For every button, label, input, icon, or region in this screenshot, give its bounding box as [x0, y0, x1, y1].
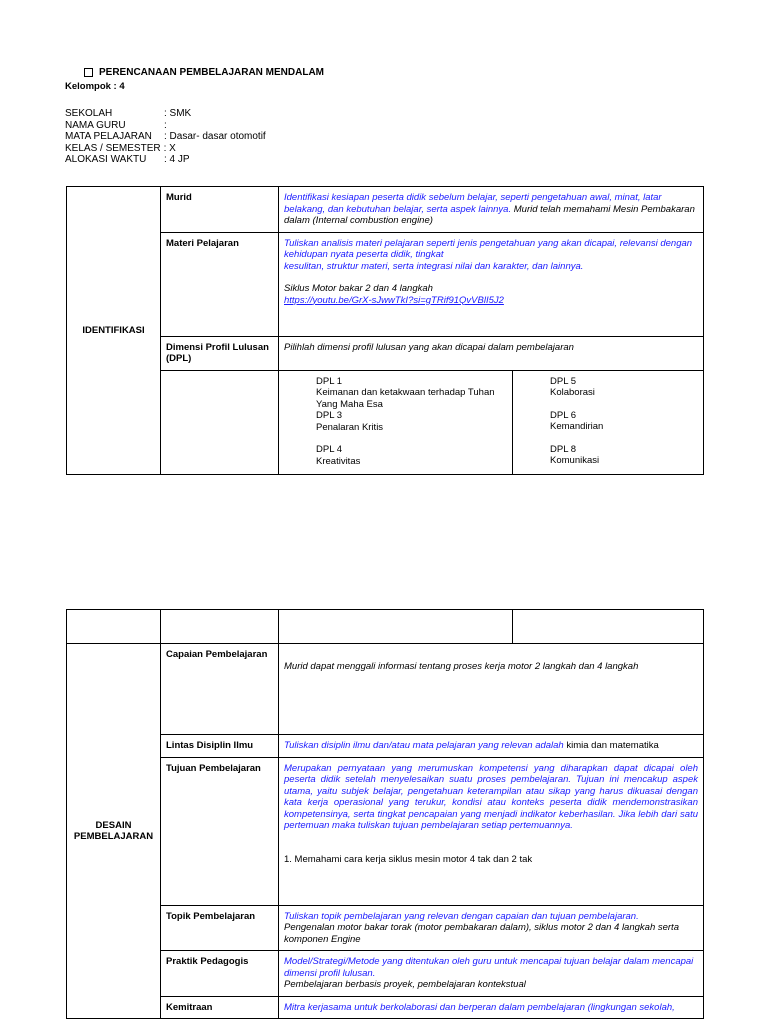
youtube-link[interactable]: https://youtu.be/GrX-sJwwTkI?si=gTRif91QvVBlI5J2	[284, 294, 504, 306]
kelompok-label: Kelompok : 4	[65, 81, 125, 92]
info-row-sekolah: SEKOLAH : SMK	[65, 108, 192, 119]
topik-label: Topik Pembelajaran	[161, 905, 279, 951]
desain-table	[66, 609, 704, 1019]
info-block	[65, 108, 266, 166]
section-identifikasi: IDENTIFIKASI	[67, 187, 161, 475]
praktik-cell[interactable]: Model/Strategi/Metode yang ditentukan oleh guru untuk mencapai tujuan belajar dalam mencapai dimensi profil lulusan. Pembelajaran berbasis proyek, pembelajaran kontekstual	[279, 951, 704, 997]
lintas-cell[interactable]: Tuliskan disiplin ilmu dan/atau mata pelajaran yang relevan adalah kimia dan matematika	[279, 735, 704, 758]
dpl-left-list: DPL 1 Keimanan dan ketakwaan terhadap Tuhan Yang Maha Esa DPL 3 Penalaran Kritis DPL 4 Kreativitas	[279, 370, 513, 474]
dpl-label: Dimensi Profil Lulusan (DPL)	[161, 336, 279, 370]
blank-header-2	[161, 610, 279, 644]
blank-header-1	[67, 610, 161, 644]
info-row-alokasi: ALOKASI WAKTU : 4 JP	[65, 154, 190, 165]
blank-header-4	[513, 610, 704, 644]
checkbox-icon[interactable]	[84, 68, 93, 77]
section-desain: DESAIN PEMBELAJARAN	[67, 644, 161, 1019]
document-title	[84, 67, 324, 78]
identifikasi-table	[66, 186, 704, 475]
info-row-nama-guru: NAMA GURU :	[65, 119, 167, 131]
dpl-empty-cell	[161, 370, 279, 474]
topik-cell[interactable]: Tuliskan topik pembelajaran yang relevan dengan capaian dan tujuan pembelajaran. Pengenalan motor bakar torak (motor pembakaran dalam), siklus motor 2 dan 4 langkah serta komponen Engine	[279, 905, 704, 951]
tujuan-cell[interactable]: Merupakan pernyataan yang merumuskan kompetensi yang diharapkan dapat dicapai oleh peserta didik setelah menyelesaikan suatu proses pembelajaran. Tujuan ini mencakup aspek utama, yaitu subjek belajar, pengetahuan keterampilan atau sikap yang harus dikuasai dengan kata kerja operasional yang terukur, kondisi atau konteks peserta didik mendemonstrasikan kompetensinya, serta tingkat pencapaian yang menjadi indikator keberhasilan. Jika lebih dari satu pertemuan maka tuliskan tujuan pembelajaran setiap pertemuannya. 1. Memahami cara kerja siklus mesin motor 4 tak dan 2 tak	[279, 757, 704, 905]
info-row-mata-pelajaran: MATA PELAJARAN : Dasar- dasar otomotif	[65, 131, 266, 142]
murid-label: Murid	[161, 187, 279, 233]
tujuan-label: Tujuan Pembelajaran	[161, 757, 279, 905]
kemitraan-label: Kemitraan	[161, 996, 279, 1019]
materi-label: Materi Pelajaran	[161, 232, 279, 336]
capaian-label: Capaian Pembelajaran	[161, 644, 279, 735]
dpl-right-list: DPL 5 Kolaborasi DPL 6 Kemandirian DPL 8 Komunikasi	[513, 370, 704, 474]
info-row-kelas: KELAS / SEMESTER : X	[65, 142, 176, 154]
praktik-label: Praktik Pedagogis	[161, 951, 279, 997]
title-text: PERENCANAAN PEMBELAJARAN MENDALAM	[99, 67, 325, 78]
murid-cell[interactable]: Identifikasi kesiapan peserta didik sebelum belajar, seperti pengetahuan awal, minat, latar belakang, dan kebutuhan belajar, serta aspek lainnya. Murid telah memahami Mesin Pembakaran dalam (Internal combustion engine)	[279, 187, 704, 233]
materi-cell[interactable]: Tuliskan analisis materi pelajaran seperti jenis pengetahuan yang akan dicapai, relevansi dengan kehidupan nyata peserta didik, tingkat kesulitan, struktur materi, serta integrasi nilai dan karakter, dan lainnya. Siklus Motor bakar 2 dan 4 langkah https://youtu.be/GrX-sJwwTkI?si=gTRif91QvVBlI5J2	[279, 232, 704, 336]
capaian-cell[interactable]: Murid dapat menggali informasi tentang proses kerja motor 2 langkah dan 4 langkah	[279, 644, 704, 735]
dpl-cell[interactable]: Pilihlah dimensi profil lulusan yang akan dicapai dalam pembelajaran	[279, 336, 704, 370]
kemitraan-cell[interactable]: Mitra kerjasama untuk berkolaborasi dan berperan dalam pembelajaran (lingkungan sekolah,	[279, 996, 704, 1019]
blank-header-3	[279, 610, 513, 644]
lintas-label: Lintas Disiplin Ilmu	[161, 735, 279, 758]
